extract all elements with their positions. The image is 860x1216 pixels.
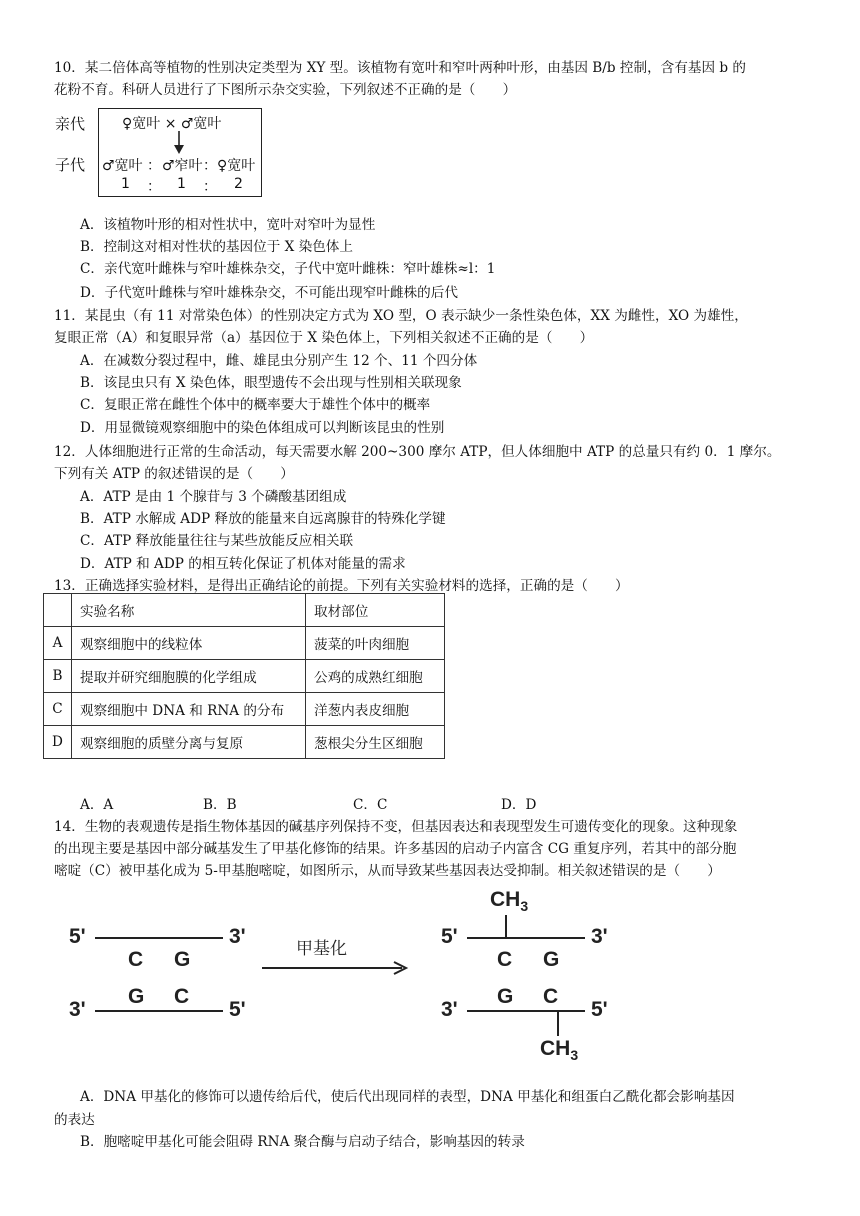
q10-stem-line1: 10．某二倍体高等植物的性别决定类型为 XY 型。该植物有宽叶和窄叶两种叶形，由基因 B/b 控制，含有基因 b 的 (54, 60, 746, 76)
q11-stem-line2: 复眼正常（A）和复眼异常（a）基因位于 X 染色体上，下列相关叙述不正确的是（ ） (54, 330, 594, 346)
right-bottom-3prime: 3' (441, 998, 458, 1021)
offspring-generation-label: 子代 (55, 156, 86, 174)
right-bottom-base-c: C (543, 985, 559, 1008)
left-bottom-strand (95, 1010, 223, 1012)
table-header-cell (44, 594, 72, 627)
table-cell: C (44, 693, 72, 726)
q14-stem-line1: 14．生物的表观遗传是指生物体基因的碱基序列保持不变，但基因表达和表现型发生可遗传变化的现象。这种现象 (54, 819, 738, 835)
q13-answer-a: A．A (80, 797, 114, 813)
left-bottom-base-g: G (128, 985, 145, 1008)
ratio-sep-1: ： (147, 158, 161, 174)
right-top-3prime: 3' (591, 925, 608, 948)
left-top-strand (95, 937, 223, 939)
q12-option-b: B．ATP 水解成 ADP 释放的能量来自远离腺苷的特殊化学键 (80, 511, 446, 527)
table-header-cell: 实验名称 (72, 594, 306, 627)
q10-stem-line2: 花粉不育。科研人员进行了下图所示杂交实验，下列叙述不正确的是（ ） (54, 82, 517, 98)
ratio-3: 2 (234, 176, 243, 192)
q13-stem: 13．正确选择实验材料，是得出正确结论的前提。下列有关实验材料的选择，正确的是（ ） (54, 578, 629, 594)
left-top-3prime: 3' (229, 925, 246, 948)
table-cell: A (44, 627, 72, 660)
ratio-1: 1 (121, 176, 130, 192)
table-cell: 观察细胞中的线粒体 (72, 627, 306, 660)
left-top-base-g: G (174, 948, 191, 971)
right-bottom-base-g: G (497, 985, 514, 1008)
right-top-strand (467, 937, 585, 939)
q10-option-a: A．该植物叶形的相对性状中，宽叶对窄叶为显性 (80, 217, 376, 233)
q11-option-b: B．该昆虫只有 X 染色体，眼型遗传不会出现与性别相关联现象 (80, 375, 462, 391)
right-arrow-icon (262, 960, 412, 976)
left-bottom-5prime: 5' (229, 998, 246, 1021)
methylation-arrow-label: 甲基化 (296, 939, 347, 959)
offspring-male-broad: ♂宽叶 (102, 158, 143, 174)
q14-option-b: B．胞嘧啶甲基化可能会阻碍 RNA 聚合酶与启动子结合，影响基因的转录 (80, 1134, 525, 1150)
table-row (44, 627, 445, 660)
right-top-5prime: 5' (441, 925, 458, 948)
table-cell: 葱根尖分生区细胞 (306, 726, 445, 759)
q11-stem-line1: 11．某昆虫（有 11 对常染色体）的性别决定方式为 XO 型，O 表示缺少一条性染色体，XX 为雌性，XO 为雄性， (54, 308, 748, 324)
q12-option-d: D．ATP 和 ADP 的相互转化保证了机体对能量的需求 (80, 556, 406, 572)
table-row (44, 693, 445, 726)
q13-answer-d: D．D (501, 797, 537, 813)
right-bottom-strand (467, 1010, 585, 1012)
q10-option-d: D．子代宽叶雌株与窄叶雄株杂交，不可能出现窄叶雌株的后代 (80, 285, 458, 301)
ratio-sep-3: ： (147, 179, 161, 195)
table-cell: 观察细胞中 DNA 和 RNA 的分布 (72, 693, 306, 726)
right-bottom-5prime: 5' (591, 998, 608, 1021)
left-top-base-c: C (128, 948, 144, 971)
table-header-row (44, 594, 445, 627)
q12-option-c: C．ATP 释放能量往往与某些放能反应相关联 (80, 533, 354, 549)
ratio-sep-2: ： (203, 158, 217, 174)
q14-option-a-line2: 的表达 (54, 1112, 95, 1128)
left-top-5prime: 5' (69, 925, 86, 948)
offspring-female-broad: ♀宽叶 (217, 158, 256, 174)
table-row (44, 660, 445, 693)
q11-option-d: D．用显微镜观察细胞中的染色体组成可以判断该昆虫的性别 (80, 420, 445, 436)
table-cell: 公鸡的成熟红细胞 (306, 660, 445, 693)
q12-option-a: A．ATP 是由 1 个腺苷与 3 个磷酸基团组成 (80, 489, 347, 505)
top-methyl-group: $CH_3$ (490, 888, 529, 915)
parents-text: ♀宽叶 × ♂宽叶 (122, 116, 222, 132)
table-cell: B (44, 660, 72, 693)
table-cell: 菠菜的叶肉细胞 (306, 627, 445, 660)
right-top-base-g: G (543, 948, 560, 971)
q11-option-c: C．复眼正常在雌性个体中的概率要大于雄性个体中的概率 (80, 397, 431, 413)
q13-answer-b: B．B (203, 797, 237, 813)
bottom-methyl-group: $CH_3$ (540, 1037, 579, 1064)
table-cell: 观察细胞的质壁分离与复原 (72, 726, 306, 759)
table-header-cell: 取材部位 (306, 594, 445, 627)
bottom-methyl-bond (557, 1012, 559, 1036)
offspring-male-narrow: ♂窄叶 (162, 158, 203, 174)
left-bottom-base-c: C (174, 985, 190, 1008)
q14-option-a-line1: A．DNA 甲基化的修饰可以遗传给后代，使后代出现同样的表型，DNA 甲基化和组蛋白乙酰化都会影响基因 (80, 1089, 735, 1105)
ratio-sep-4: ： (203, 179, 217, 195)
q12-stem-line2: 下列有关 ATP 的叙述错误的是（ ） (54, 466, 294, 482)
parent-generation-label: 亲代 (55, 115, 86, 133)
experiment-table (43, 593, 445, 759)
table-row (44, 726, 445, 759)
top-methyl-bond (505, 915, 507, 937)
table-cell: D (44, 726, 72, 759)
q10-option-c: C．亲代宽叶雌株与窄叶雄株杂交，子代中宽叶雌株：窄叶雄株≈l：1 (80, 261, 496, 277)
right-top-base-c: C (497, 948, 513, 971)
left-bottom-3prime: 3' (69, 998, 86, 1021)
q14-stem-line2: 的出现主要是基因中部分碱基发生了甲基化修饰的结果。许多基因的启动子内富含 CG 重复序列，若其中的部分胞 (54, 841, 737, 857)
ratio-2: 1 (177, 176, 186, 192)
table-cell: 洋葱内表皮细胞 (306, 693, 445, 726)
q14-stem-line3: 嘧啶（C）被甲基化成为 5-甲基胞嘧啶，如图所示，从而导致某些基因表达受抑制。相关叙述错误的是（ ） (54, 863, 721, 879)
q10-option-b: B．控制这对相对性状的基因位于 X 染色体上 (80, 239, 353, 255)
cross-arrow-icon (172, 131, 186, 155)
table-cell: 提取并研究细胞膜的化学组成 (72, 660, 306, 693)
q12-stem-line1: 12．人体细胞进行正常的生命活动，每天需要水解 200~300 摩尔 ATP，但人体细胞中 ATP 的总量只有约 0．1 摩尔。 (54, 444, 781, 460)
q11-option-a: A．在减数分裂过程中，雌、雄昆虫分别产生 12 个、11 个四分体 (80, 353, 478, 369)
q13-answer-c: C．C (353, 797, 388, 813)
